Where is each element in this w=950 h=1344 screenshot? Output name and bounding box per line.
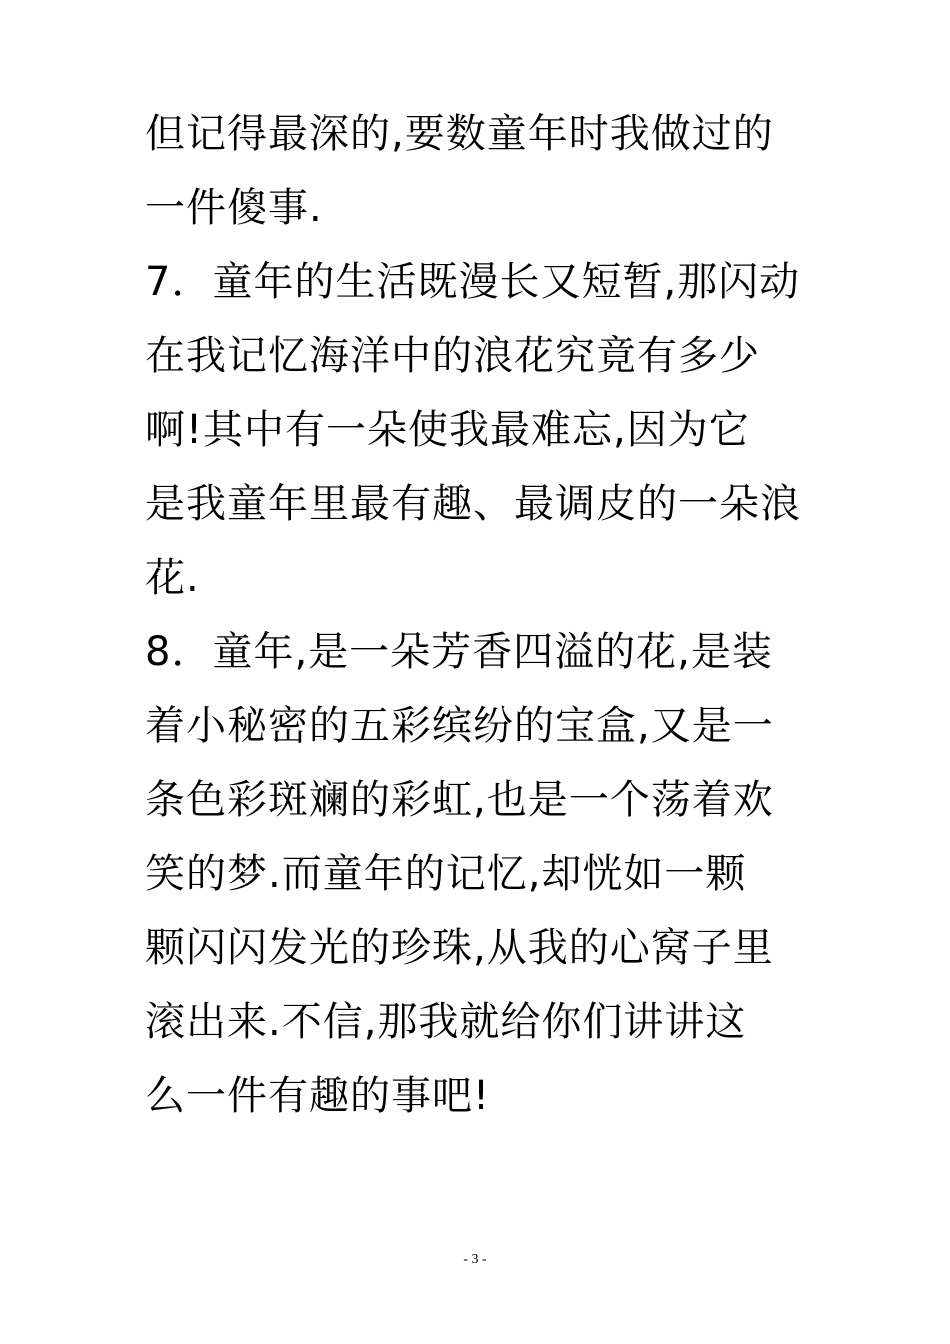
text-line: 在我记忆海洋中的浪花究竟有多少 xyxy=(145,333,760,379)
text-line: 啊!其中有一朵使我最难忘,因为它 xyxy=(145,407,750,453)
text-line: 笑的梦.而童年的记忆,却恍如一颗 xyxy=(145,851,747,897)
text-line: 一件傻事. xyxy=(145,185,323,231)
text-line: 滚出来.不信,那我就给你们讲讲这 xyxy=(145,999,747,1045)
text-line: 8．童年,是一朵芳香四溢的花,是装 xyxy=(145,629,773,675)
text-line: 7．童年的生活既漫长又短暂,那闪动 xyxy=(145,259,801,305)
text-line: 颗闪闪发光的珍珠,从我的心窝子里 xyxy=(145,925,774,971)
text-line: 么一件有趣的事吧! xyxy=(145,1073,491,1119)
page-number: - 3 - xyxy=(463,1252,487,1267)
text-line: 但记得最深的,要数童年时我做过的 xyxy=(145,111,774,157)
text-line: 条色彩斑斓的彩虹,也是一个荡着欢 xyxy=(145,777,774,823)
text-line: 是我童年里最有趣、最调皮的一朵浪 xyxy=(145,481,801,527)
text-line: 花. xyxy=(145,555,200,601)
text-line: 着小秘密的五彩缤纷的宝盒,又是一 xyxy=(145,703,774,749)
